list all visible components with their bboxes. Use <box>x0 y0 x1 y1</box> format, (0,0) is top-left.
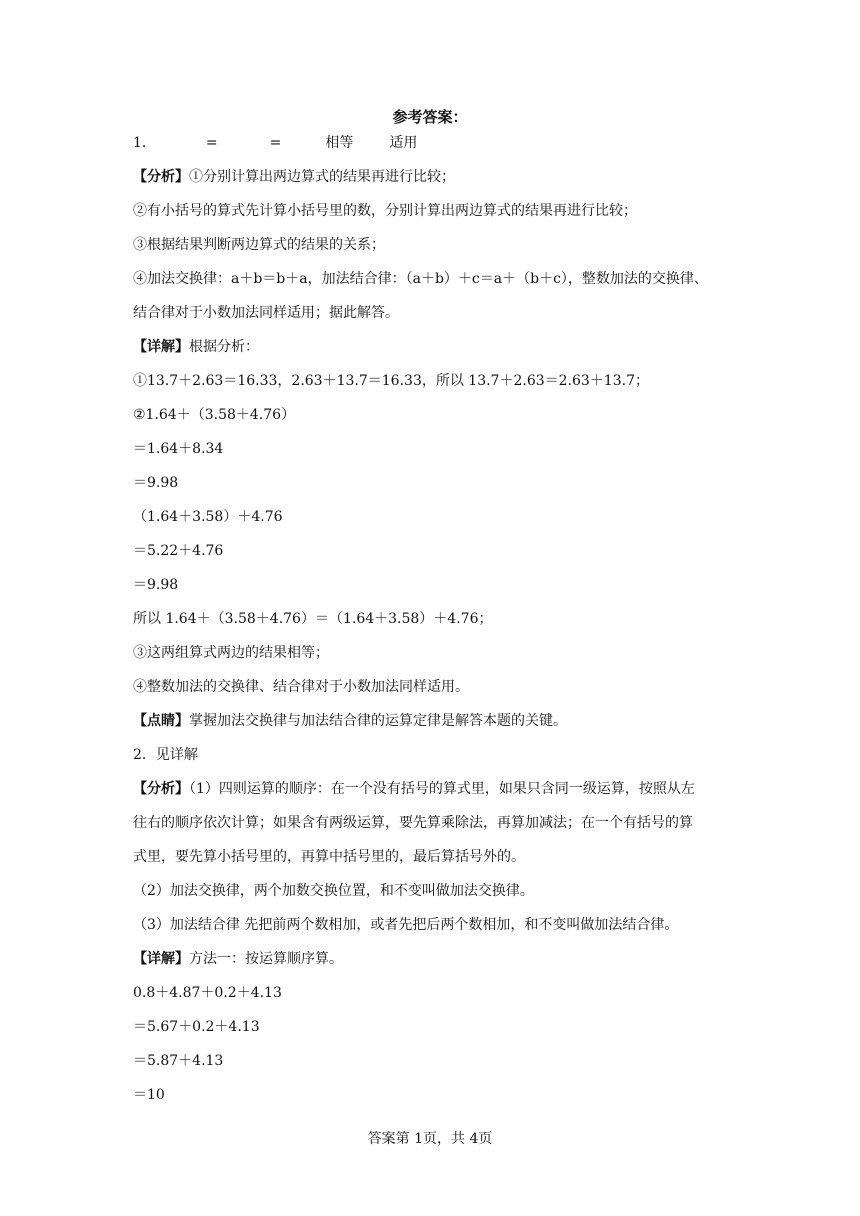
q2-detail-heading: 【详解】方法一：按运算顺序算。 <box>133 951 343 967</box>
q1-number: 1． <box>133 135 156 151</box>
q1-comment-tag: 【点睛】 <box>133 713 189 729</box>
q1-detail-line-4: ＝9.98 <box>133 475 179 491</box>
q2-analysis-line-3: 式里，要先算小括号里的，再算中括号里的，最后算括号外的。 <box>133 849 525 865</box>
q1-detail-line-9: ③这两组算式两边的结果相等； <box>133 645 329 661</box>
q1-detail-line-6: ＝5.22＋4.76 <box>133 543 224 559</box>
q1-detail-line-5: （1.64＋3.58）＋4.76 <box>133 509 283 525</box>
q1-detail-line-2: ②1.64＋（3.58＋4.76） <box>133 407 296 423</box>
q1-analysis-line-5: 结合律对于小数加法同样适用；据此解答。 <box>133 305 399 321</box>
q1-blank-3: 相等 <box>325 135 354 151</box>
q1-detail-line-7: ＝9.98 <box>133 577 179 593</box>
q2-analysis-line-2: 往右的顺序依次计算；如果含有两级运算，要先算乘除法，再算加减法；在一个有括号的算 <box>133 815 693 831</box>
page-title: 参考答案： <box>392 108 468 126</box>
q2-number: 2． <box>133 747 156 763</box>
q1-analysis-line-3: ③根据结果判断两边算式的结果的关系； <box>133 237 385 253</box>
q2-detail-tag: 【详解】 <box>133 951 189 967</box>
q1-detail-tag: 【详解】 <box>133 339 189 355</box>
q2-answer: 见详解 <box>155 747 198 763</box>
q2-detail-line-4: ＝10 <box>133 1087 165 1103</box>
q2-analysis-line-5: （3）加法结合律 先把前两个数相加，或者先把后两个数相加，和不变叫做加法结合律。 <box>133 917 679 933</box>
q1-detail-line-10: ④整数加法的交换律、结合律对于小数加法同样适用。 <box>133 679 469 695</box>
q1-analysis-line-2: ②有小括号的算式先计算小括号里的数，分别计算出两边算式的结果再进行比较； <box>133 203 637 219</box>
q1-analysis-tag: 【分析】 <box>133 169 189 185</box>
page-footer: 答案第 1页，共 4页 <box>367 1131 493 1147</box>
q1-detail-line-3: ＝1.64＋8.34 <box>133 441 224 457</box>
q1-comment: 【点睛】掌握加法交换律与加法结合律的运算定律是解答本题的关键。 <box>133 713 567 729</box>
q2-answer-line <box>133 746 198 764</box>
q1-blank-4: 适用 <box>389 135 418 151</box>
q1-detail-line-1: ①13.7＋2.63＝16.33，2.63＋13.7＝16.33，所以 13.7＋2.63＝2.63＋13.7； <box>133 373 649 389</box>
q1-answer-line <box>133 134 417 152</box>
q2-analysis-tag: 【分析】 <box>133 781 189 797</box>
q2-analysis-line-4: （2）加法交换律，两个加数交换位置，和不变叫做加法交换律。 <box>133 883 534 899</box>
q2-analysis-line-1: 【分析】（1）四则运算的顺序：在一个没有括号的算式里，如果只含同一级运算，按照从左 <box>133 781 695 797</box>
q1-blank-1: = <box>205 135 218 151</box>
q1-analysis-line-4: ④加法交换律：a＋b＝b＋a，加法结合律：（a＋b）＋c＝a＋（b＋c），整数加法的交换律、 <box>133 271 708 287</box>
q2-detail-line-1: 0.8＋4.87＋0.2＋4.13 <box>133 985 282 1001</box>
q1-analysis-line-1: 【分析】①分别计算出两边算式的结果再进行比较； <box>133 169 455 185</box>
q1-detail-line-8: 所以 1.64＋（3.58＋4.76）＝（1.64＋3.58）＋4.76； <box>133 611 493 627</box>
q2-detail-line-3: ＝5.87＋4.13 <box>133 1053 224 1069</box>
q1-detail-heading: 【详解】根据分析： <box>133 339 259 355</box>
q2-detail-line-2: ＝5.67＋0.2＋4.13 <box>133 1019 260 1035</box>
q1-blank-2: = <box>269 135 282 151</box>
